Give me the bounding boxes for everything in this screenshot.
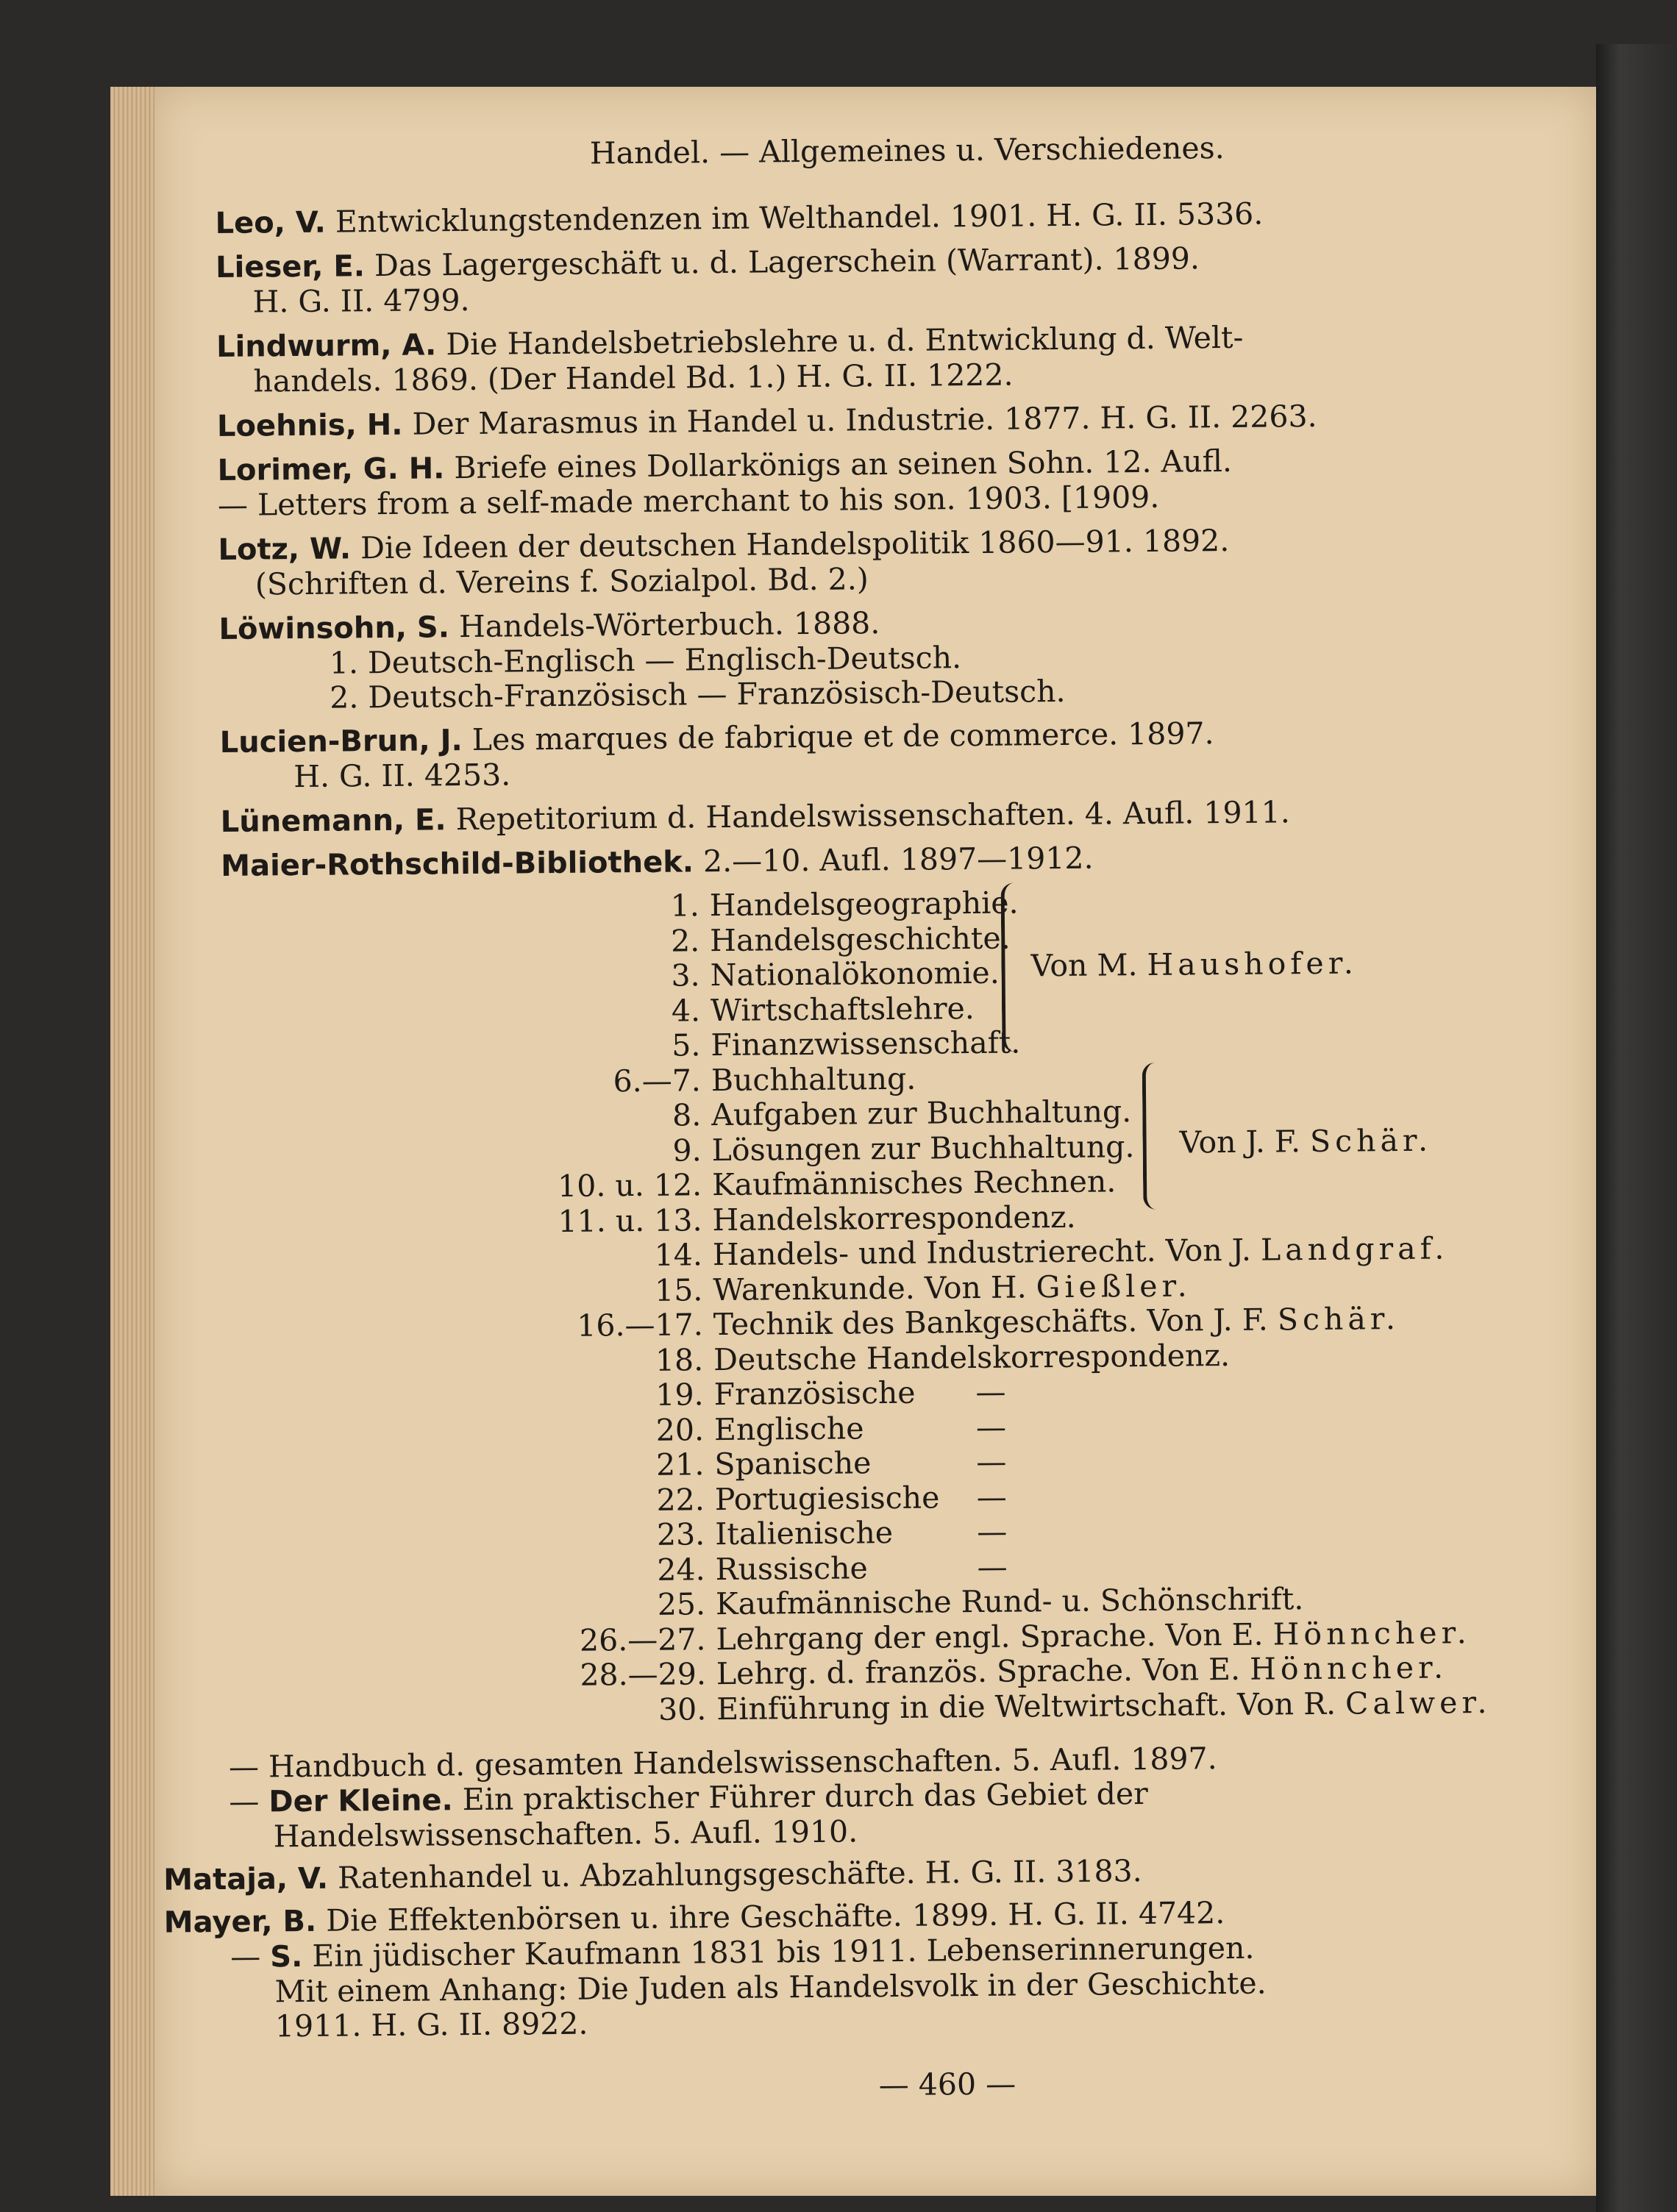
running-header: Handel. — Allgemeines u. Verschiedenes. xyxy=(589,130,1225,171)
series-item: 28.—29. Lehrg. d. französ. Sprache. Von E. Hönncher. xyxy=(580,1649,1448,1693)
series-item: 21. Spanische — xyxy=(655,1444,1007,1483)
entry-mayer-s-3: 1911. H. G. II. 8922. xyxy=(274,2005,588,2044)
series-item: 24. Russische — xyxy=(657,1549,1008,1588)
series-item: 25. Kaufmännische Rund- u. Schönschrift. xyxy=(657,1581,1304,1622)
brace-schaer-author: Von J. F. Schär. xyxy=(1179,1122,1433,1160)
series-item: 11. u. 13. Handelskorrespondenz. xyxy=(558,1199,1076,1239)
entry-loewinsohn: Löwinsohn, S. Handels-Wörterbuch. 1888. 1. Deutsch-Englisch — Englisch-Deutsch. 2. Deutsch-Französisch — Französisch-Deutsch. xyxy=(218,605,1066,716)
entry-loehnis: Loehnis, H. Der Marasmus in Handel u. Industrie. 1877. H. G. II. 2263. xyxy=(216,398,1317,443)
series-item: 3. Nationalökonomie. xyxy=(671,955,1000,993)
series-item: 4. Wirtschaftslehre. xyxy=(671,990,975,1029)
entry-mayer: Mayer, B. Die Effektenbörsen u. ihre Geschäfte. 1899. H. G. II. 4742. xyxy=(163,1895,1225,1940)
entry-lindwurm: Lindwurm, A. Die Handelsbetriebslehre u. d. Entwicklung d. Welt- handels. 1869. (Der Handel Bd. 1.) H. G. II. 1222. xyxy=(216,319,1244,399)
series-item: 14. Handels- und Industrierecht. Von J. Landgraf. xyxy=(654,1230,1449,1273)
series-item: 22. Portugiesische — xyxy=(656,1479,1008,1518)
tail-line-kleine: — Der Kleine. Ein praktischer Führer durch das Gebiet der xyxy=(229,1776,1148,1819)
entry-lorimer: Lorimer, G. H. Briefe eines Dollarkönigs an seinen Sohn. 12. Aufl. — Letters from a self-made merchant to his son. 1903. [1909. xyxy=(217,443,1233,523)
series-item: 10. u. 12. Kaufmännisches Rechnen. xyxy=(557,1163,1117,1204)
entry-lucien-brun: Lucien-Brun, J. Les marques de fabrique et de commerce. 1897. H. G. II. 4253. xyxy=(219,716,1214,795)
page-number: — 460 — xyxy=(878,2066,1016,2103)
brace-schaer xyxy=(1142,1063,1162,1210)
entry-luenemann: Lünemann, E. Repetitorium d. Handelswissenschaften. 4. Aufl. 1911. xyxy=(220,794,1290,839)
series-item: 9. Lösungen zur Buchhaltung. xyxy=(672,1128,1135,1169)
series-item: 30. Einführung in die Weltwirtschaft. Von R. Calwer. xyxy=(658,1684,1492,1727)
series-item: 8. Aufgaben zur Buchhaltung. xyxy=(672,1093,1132,1133)
tail-block xyxy=(163,1738,1555,2044)
entry-lotz: Lotz, W. Die Ideen der deutschen Handelspolitik 1860—91. 1892. (Schriften d. Vereins f. Sozialpol. Bd. 2.) xyxy=(218,522,1230,602)
series-item: 18. Deutsche Handelskorrespondenz. xyxy=(655,1337,1231,1378)
series-item: 5. Finanzwissenschaft. xyxy=(672,1024,1021,1063)
brace-haushofer xyxy=(1001,882,1021,1052)
entry-maier-rothschild: Maier-Rothschild-Bibliothek. 2.—10. Aufl. 1897—1912. xyxy=(221,840,1094,883)
series-item: 1. Handelsgeographie. xyxy=(670,885,1019,924)
book-cover-edge xyxy=(1596,44,1677,2212)
entry-mayer-s-2: Mit einem Anhang: Die Juden als Handelsvolk in der Geschichte. xyxy=(274,1965,1267,2010)
tail-line-kleine-2: Handelswissenschaften. 5. Aufl. 1910. xyxy=(273,1813,858,1855)
series-item: 6.—7. Buchhaltung. xyxy=(613,1060,916,1099)
entry-mataja: Mataja, V. Ratenhandel u. Abzahlungsgeschäfte. H. G. II. 3183. xyxy=(163,1853,1142,1897)
series-item: 15. Warenkunde. Von H. Gießler. xyxy=(654,1267,1192,1308)
brace-haushofer-author: Von M. Haushofer. xyxy=(1030,945,1359,984)
series-item: 2. Handelsgeschichte. xyxy=(670,920,1011,959)
series-item: 19. Französische — xyxy=(655,1374,1006,1413)
entry-mayer-s: — S. Ein jüdischer Kaufmann 1831 bis 1911. Lebenserinnerungen. xyxy=(230,1930,1255,1974)
series-item: 20. Englische — xyxy=(655,1409,1007,1448)
entry-leo: Leo, V. Entwicklungstendenzen im Welthandel. 1901. H. G. II. 5336. xyxy=(215,196,1264,240)
series-item: 23. Italienische — xyxy=(656,1513,1008,1552)
tail-line-handbuch: — Handbuch d. gesamten Handelswissenschaften. 5. Aufl. 1897. xyxy=(228,1741,1217,1785)
series-item: 26.—27. Lehrgang der engl. Sprache. Von E. Hönncher. xyxy=(579,1614,1471,1658)
series-item: 16.—17. Technik des Bankgeschäfts. Von J. F. Schär. xyxy=(577,1300,1400,1344)
entry-lieser: Lieser, E. Das Lagergeschäft u. d. Lagerschein (Warrant). 1899. H. G. II. 4799. xyxy=(215,240,1200,320)
